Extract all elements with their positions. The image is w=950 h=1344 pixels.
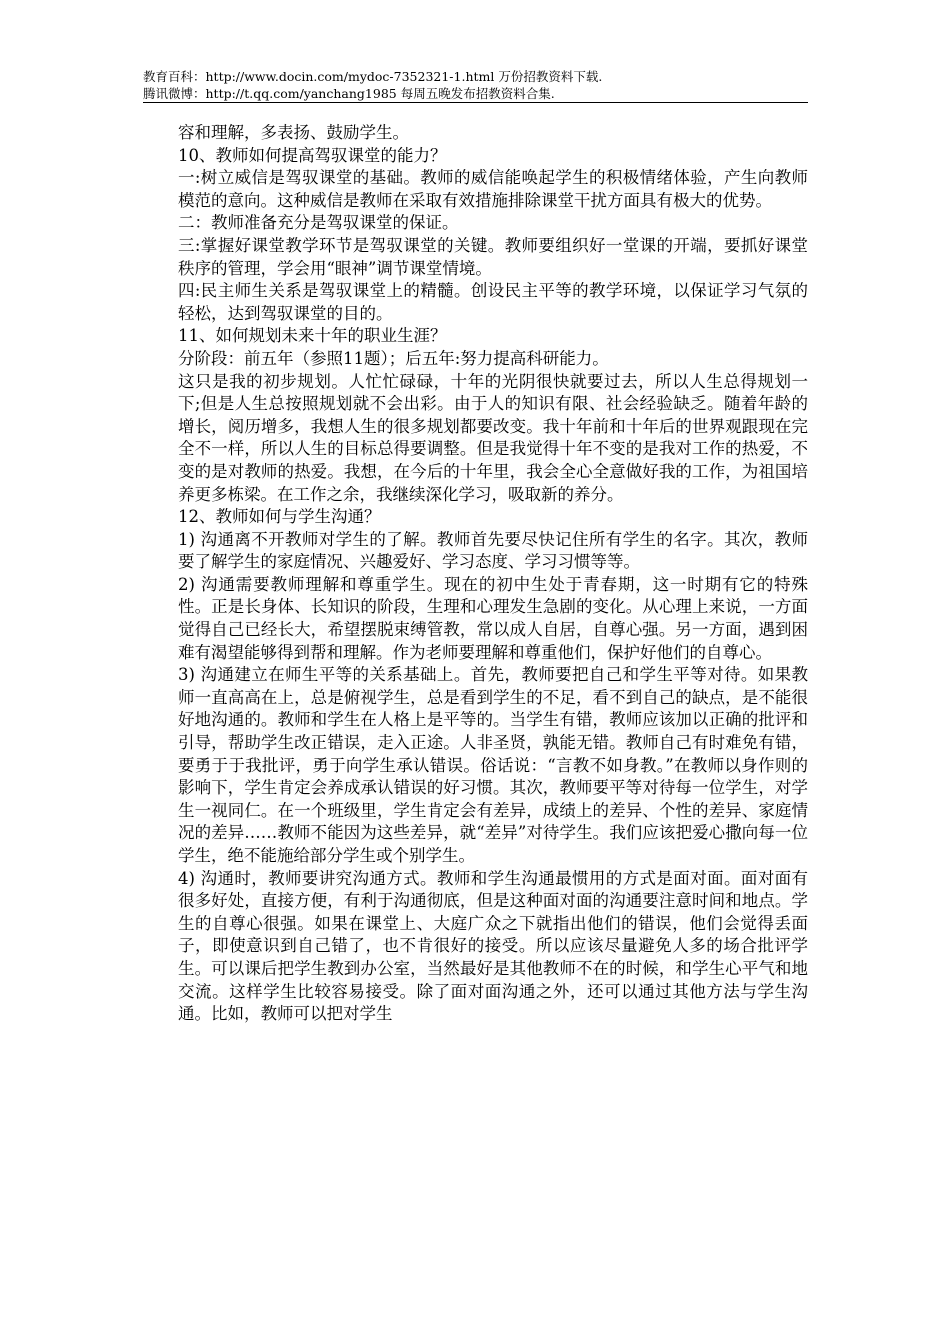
paragraph: 容和理解，多表扬、鼓励学生。: [178, 123, 409, 142]
header-divider: [143, 102, 808, 103]
question-10-heading: 10、教师如何提高驾驭课堂的能力？: [178, 145, 447, 165]
answer-11-stages: 分阶段：前五年（参照11题）；后五年:努力提高科研能力。: [178, 348, 609, 368]
answer-10-point-4: 四:民主师生关系是驾驭课堂上的精髓。创设民主平等的教学环境，以保证学习气氛的轻松，达到驾驭课堂的目的。: [178, 281, 808, 323]
answer-10-point-1: 一:树立威信是驾驭课堂的基础。教师的威信能唤起学生的积极情绪体验，产生向教师模范的意向。这种威信是教师在采取有效措施排除课堂干扰方面具有极大的优势。: [178, 168, 808, 210]
answer-12-point-1: 1) 沟通离不开教师对学生的了解。教师首先要尽快记住所有学生的名字。其次，教师要了解学生的家庭情况、兴趣爱好、学习态度、学习习惯等等。: [178, 529, 808, 572]
answer-12-point-4: 4) 沟通时，教师要讲究沟通方式。教师和学生沟通最惯用的方式是面对面。面对面有很多好处，直接方便，有利于沟通彻底，但是这种面对面的沟通要注意时间和地点。学生的自尊心很强。如果在课堂上、大庭广众之下就指出他们的错误，他们会觉得丢面子，即使意识到自己错了，也不肯很好的接受。所以应该尽量避免人多的场合批评学生。可以课后把学生教到办公室，当然最好是其他教师不在的时候，和学生心平气和地交流。这样学生比较容易接受。除了面对面沟通之外，还可以通过其他方法与学生沟通。比如，教师可以把对学生: [178, 868, 808, 1024]
answer-10-point-3: 三:掌握好课堂教学环节是驾驭课堂的关键。教师要组织好一堂课的开端，要抓好课堂秩序的管理，学会用“眼神”调节课堂情境。: [178, 235, 808, 278]
answer-11-plan: 这只是我的初步规划。人忙忙碌碌，十年的光阴很快就要过去，所以人生总得规划一下;但是人生总按照规划就不会出彩。由于人的知识有限、社会经验缺乏。随着年龄的增长，阅历增多，我想人生的很多规划都要改变。我十年前和十年后的世界观跟现在完全不一样，所以人生的目标总得要调整。但是我觉得十年不变的是我对工作的热爱，不变的是对教师的热爱。我想，在今后的十年里，我会全心全意做好我的工作，为祖国培养更多栋梁。在工作之余，我继续深化学习，吸取新的养分。: [178, 371, 808, 504]
header-line-docin: 教育百科：http://www.docin.com/mydoc-7352321-1.html 万份招教资料下载.: [143, 69, 603, 84]
question-11-heading: 11、如何规划未来十年的职业生涯？: [178, 326, 447, 346]
question-12-heading: 12、教师如何与学生沟通？: [178, 507, 381, 527]
answer-10-point-2: 二：教师准备充分是驾驭课堂的保证。: [178, 213, 459, 233]
answer-12-point-2: 2) 沟通需要教师理解和尊重学生。现在的初中生处于青春期，这一时期有它的特殊性。正是长身体、长知识的阶段，生理和心理发生急剧的变化。从心理上来说，一方面觉得自己已经长大，希望摆脱束缚管教，常以成人自居，自尊心强。另一方面，遇到困难有渴望能够得到帮和理解。作为老师要理解和尊重他们，保护好他们的自尊心。: [178, 574, 808, 662]
document-body: [178, 122, 808, 1026]
answer-12-point-3: 3) 沟通建立在师生平等的关系基础上。首先，教师要把自己和学生平等对待。如果教师一直高高在上，总是俯视学生，总是看到学生的不足，看不到自己的缺点，是不能很好地沟通的。教师和学生在人格上是平等的。当学生有错，教师应该加以正确的批评和引导，帮助学生改正错误，走入正途。人非圣贤，孰能无错。教师自己有时难免有错，要勇于于我批评，勇于向学生承认错误。俗话说：“言教不如身教。”在教师以身作则的影响下，学生肯定会养成承认错误的好习惯。其次，教师要平等对待每一位学生，对学生一视同仁。在一个班级里，学生肯定会有差异，成绩上的差异、个性的差异、家庭情况的差异……教师不能因为这些差异，就“差异”对待学生。我们应该把爱心撒向每一位学生，绝不能施给部分学生或个别学生。: [178, 665, 808, 865]
page-header: [143, 68, 808, 102]
header-line-weibo: 腾讯微博：http://t.qq.com/yanchang1985 每周五晚发布招教资料合集.: [143, 86, 555, 101]
